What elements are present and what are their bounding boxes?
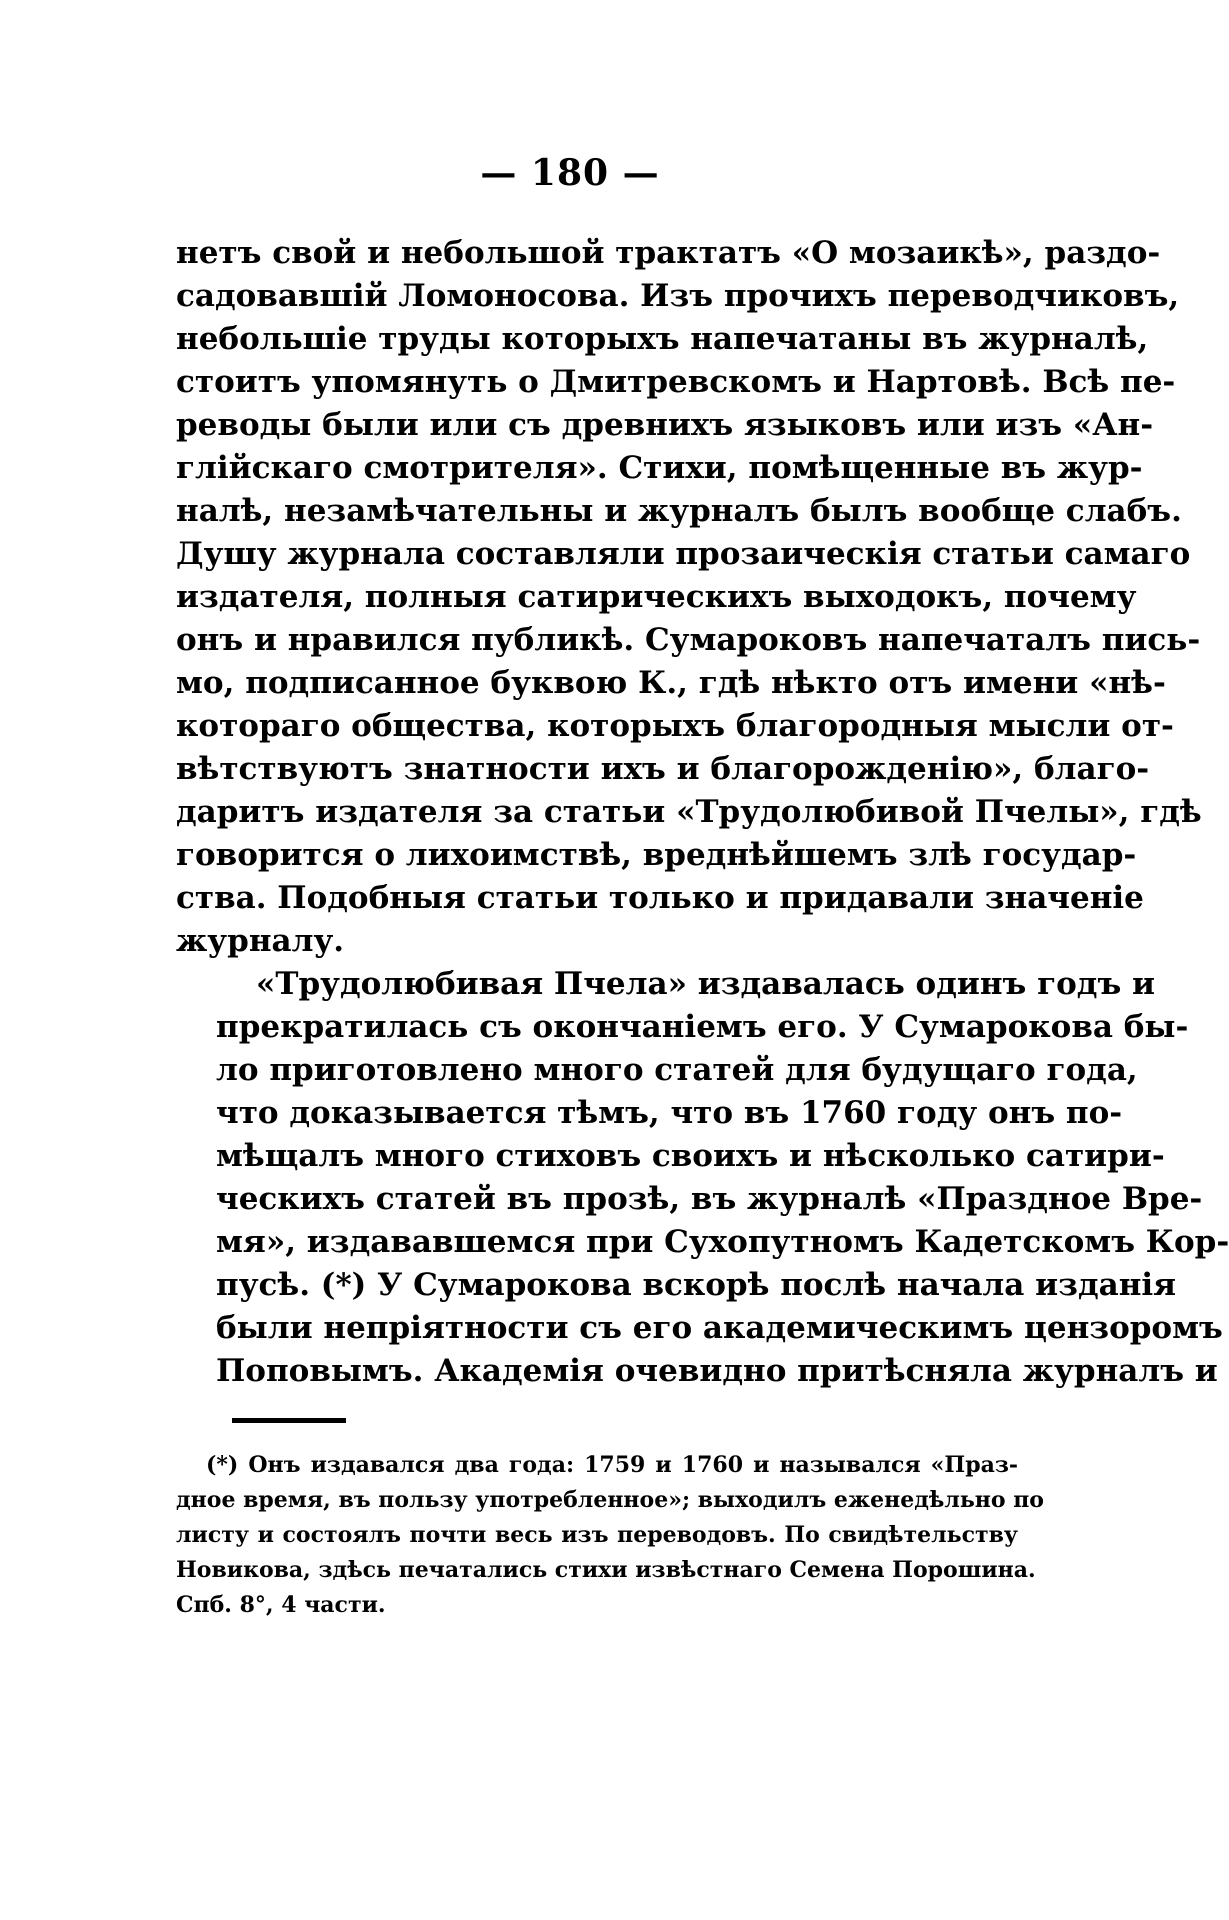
text-line: мо, подписанное буквою К., гдѣ нѣкто отъ имени «нѣ- [176, 665, 1166, 701]
text-line: были непріятности съ его академическимъ цензоромъ [216, 1310, 1223, 1346]
footnote-line: (*) Онъ издавался два года: 1759 и 1760 и назывался «Праз- [206, 1452, 1018, 1478]
text-line: «Трудолюбивая Пчела» издавалась одинъ годъ и [256, 966, 1156, 1002]
paragraph-1 [176, 232, 1202, 963]
text-line: ческихъ статей въ прозѣ, въ журналѣ «Праздное Вре- [216, 1181, 1203, 1217]
text-line: нетъ свой и небольшой трактатъ «О мозаикѣ», раздо- [176, 235, 1161, 271]
text-line: котораго общества, которыхъ благородныя мысли от- [176, 708, 1174, 744]
footnote-line: Новикова, здѣсь печатались стихи извѣстнаго Семена Порошина. [176, 1557, 1036, 1583]
footnote-divider [232, 1418, 346, 1423]
text-line: мя», издававшемся при Сухопутномъ Кадетскомъ Кор- [216, 1224, 1229, 1260]
paragraph-2 [176, 963, 1229, 1393]
text-line: онъ и нравился публикѣ. Сумароковъ напечаталъ пись- [176, 622, 1201, 658]
text-line: стоитъ упомянуть о Дмитревскомъ и Нартовѣ. Всѣ пе- [176, 364, 1176, 400]
text-line: садовавшій Ломоносова. Изъ прочихъ переводчиковъ, [176, 278, 1180, 314]
text-line: говорится о лихоимствѣ, вреднѣйшемъ злѣ государ- [176, 837, 1137, 873]
text-line: ства. Подобныя статьи только и придавали значеніе [176, 880, 1144, 916]
main-text [176, 232, 1229, 1393]
text-line: журналу. [176, 923, 345, 959]
text-line: Поповымъ. Академія очевидно притѣсняла журналъ и [216, 1353, 1218, 1389]
text-line: налѣ, незамѣчательны и журналъ былъ вообще слабъ. [176, 493, 1182, 529]
footnote-line: дное время, въ пользу употребленное»; выходилъ еженедѣльно по [176, 1487, 1044, 1513]
text-line: глійскаго смотрителя». Стихи, помѣщенные въ жур- [176, 450, 1143, 486]
text-line: пусѣ. (*) У Сумарокова вскорѣ послѣ начала изданія [216, 1267, 1177, 1303]
text-line: вѣтствуютъ знатности ихъ и благорожденію», благо- [176, 751, 1150, 787]
text-line: прекратилась съ окончаніемъ его. У Сумарокова бы- [216, 1009, 1189, 1045]
footnote [176, 1448, 1044, 1623]
text-line: издателя, полныя сатирическихъ выходокъ, почему [176, 579, 1137, 615]
text-line: мѣщалъ много стиховъ своихъ и нѣсколько сатири- [216, 1138, 1165, 1174]
text-line: реводы были или съ древнихъ языковъ или изъ «Ан- [176, 407, 1154, 443]
footnote-line: листу и состоялъ почти весь изъ переводовъ. По свидѣтельству [176, 1522, 1018, 1548]
footnote-line: Спб. 8°, 4 части. [176, 1592, 386, 1618]
text-line: даритъ издателя за статьи «Трудолюбивой Пчелы», гдѣ [176, 794, 1202, 830]
text-line: небольшіе труды которыхъ напечатаны въ журналѣ, [176, 321, 1149, 357]
text-line: ло приготовлено много статей для будущаго года, [216, 1052, 1138, 1088]
text-line: что доказывается тѣмъ, что въ 1760 году онъ по- [216, 1095, 1123, 1131]
page-number: — 180 — [480, 152, 660, 194]
text-line: Душу журнала составляли прозаическія статьи самаго [176, 536, 1191, 572]
